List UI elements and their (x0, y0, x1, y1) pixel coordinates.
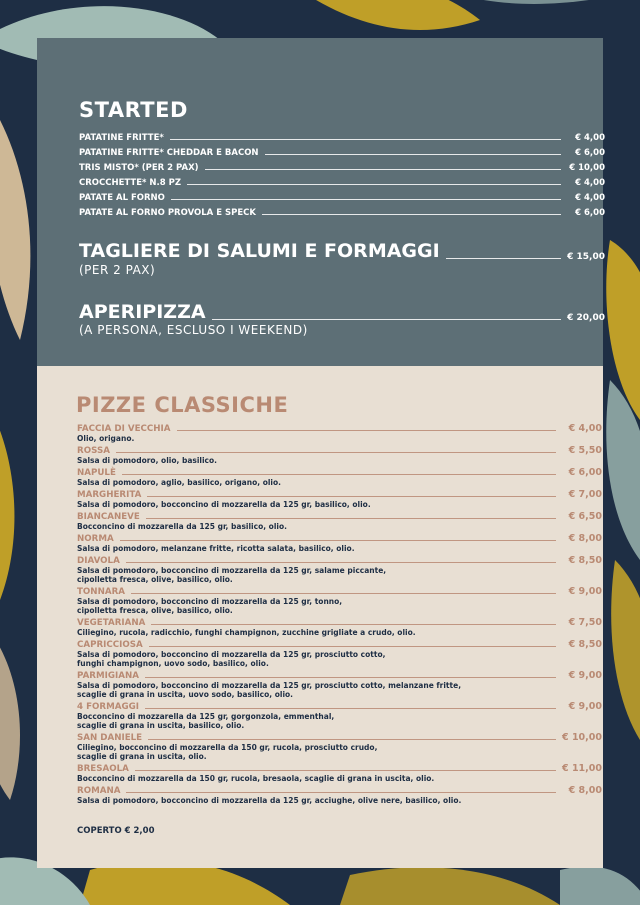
item-price: € 8,00 (568, 533, 602, 544)
item-price: € 11,00 (562, 763, 602, 774)
dotted-leader (126, 562, 556, 563)
item-name: 4 FORMAGGI (77, 702, 139, 712)
dotted-leader (212, 319, 561, 320)
item-description: Ciliegino, rucola, radicchio, funghi champignon, zucchine grigliate a crudo, olio. (77, 628, 416, 637)
list-item (77, 511, 602, 534)
item-price: € 4,00 (575, 193, 605, 203)
section-title-started: STARTED (79, 98, 188, 122)
dotted-leader (147, 496, 556, 497)
dotted-leader (116, 452, 556, 453)
pizza-list (77, 423, 602, 808)
item-name: PATATE AL FORNO PROVOLA E SPECK (79, 208, 256, 218)
list-item (77, 555, 602, 587)
menu-item (79, 148, 605, 158)
item-description: Salsa di pomodoro, bocconcino di mozzarella da 125 gr, prosciutto cotto, funghi champignon, uovo sodo, basilico, olio. (77, 650, 386, 669)
item-price: € 8,00 (568, 785, 602, 796)
list-item (77, 445, 602, 468)
item-price: € 5,50 (568, 445, 602, 456)
item-name: TONNARA (77, 587, 125, 597)
item-note: (A PERSONA, ESCLUSO I WEEKEND) (79, 323, 308, 337)
item-name: ROSSA (77, 446, 110, 456)
item-price: € 7,50 (568, 617, 602, 628)
item-name: TAGLIERE DI SALUMI E FORMAGGI (79, 240, 440, 262)
item-name: CROCCHETTE* N.8 PZ (79, 178, 182, 188)
item-name: CAPRICCIOSA (77, 640, 143, 650)
item-name: TRIS MISTO* (PER 2 PAX) (79, 163, 199, 173)
menu-item (79, 208, 605, 218)
item-name: MARGHERITA (77, 490, 142, 500)
dotted-leader (148, 739, 556, 740)
list-item (77, 423, 602, 446)
item-name: DIAVOLA (77, 556, 120, 566)
item-price: € 8,50 (568, 555, 602, 566)
list-item (77, 732, 602, 764)
list-item (77, 489, 602, 512)
item-price: € 9,00 (568, 670, 602, 681)
dotted-leader (205, 169, 561, 170)
dotted-leader (135, 770, 556, 771)
item-name: PATATINE FRITTE* CHEDDAR E BACON (79, 148, 259, 158)
starters-panel (37, 38, 603, 366)
item-description: Salsa di pomodoro, aglio, basilico, origano, olio. (77, 478, 281, 487)
item-price: € 9,00 (568, 586, 602, 597)
menu-item (79, 178, 605, 188)
dotted-leader (262, 214, 561, 215)
item-name: BRESAOLA (77, 764, 129, 774)
cover-charge: COPERTO € 2,00 (77, 826, 155, 836)
list-item (77, 639, 602, 671)
item-price: € 4,00 (568, 423, 602, 434)
menu-item (79, 133, 605, 143)
item-name: ROMANA (77, 786, 121, 796)
item-description: Bocconcino di mozzarella da 125 gr, basilico, olio. (77, 522, 287, 531)
item-price: € 9,00 (568, 701, 602, 712)
dotted-leader (120, 540, 556, 541)
item-price: € 20,00 (567, 313, 605, 323)
item-price: € 10,00 (569, 163, 605, 173)
list-item (77, 763, 602, 786)
list-item (77, 586, 602, 618)
dotted-leader (170, 139, 561, 140)
item-price: € 15,00 (567, 252, 605, 262)
item-price: € 10,00 (562, 732, 602, 743)
dotted-leader (126, 792, 556, 793)
tagliere-item (79, 240, 605, 262)
menu-item (79, 193, 605, 203)
list-item (77, 467, 602, 490)
item-description: Salsa di pomodoro, bocconcino di mozzarella da 125 gr, salame piccante, cipolletta fresca, olive, basilico, olio. (77, 566, 387, 585)
dotted-leader (122, 474, 556, 475)
list-item (77, 785, 602, 808)
dotted-leader (151, 624, 556, 625)
item-price: € 4,00 (575, 178, 605, 188)
dotted-leader (446, 258, 561, 259)
dotted-leader (265, 154, 561, 155)
item-price: € 8,50 (568, 639, 602, 650)
aperipizza-item (79, 301, 605, 323)
section-title-pizze: PIZZE CLASSICHE (76, 393, 289, 417)
item-description: Salsa di pomodoro, bocconcino di mozzarella da 125 gr, basilico, olio. (77, 500, 371, 509)
pizze-panel (37, 366, 603, 868)
item-description: Salsa di pomodoro, olio, basilico. (77, 456, 218, 465)
item-price: € 4,00 (575, 133, 605, 143)
item-description: Bocconcino di mozzarella da 125 gr, gorgonzola, emmenthal, scaglie di grana in uscita, basilico, olio. (77, 712, 335, 731)
item-name: APERIPIZZA (79, 301, 206, 323)
dotted-leader (131, 593, 556, 594)
item-name: FACCIA DI VECCHIA (77, 424, 171, 434)
item-name: NAPULÈ (77, 468, 116, 478)
list-item (77, 701, 602, 733)
dotted-leader (149, 646, 556, 647)
item-description: Salsa di pomodoro, melanzane fritte, ricotta salata, basilico, olio. (77, 544, 355, 553)
list-item (77, 533, 602, 556)
item-price: € 6,00 (575, 208, 605, 218)
item-name: PARMIGIANA (77, 671, 139, 681)
item-price: € 7,00 (568, 489, 602, 500)
menu-item (79, 163, 605, 173)
item-price: € 6,50 (568, 511, 602, 522)
item-price: € 6,00 (575, 148, 605, 158)
item-description: Olio, origano. (77, 434, 135, 443)
item-note: (PER 2 PAX) (79, 263, 156, 277)
item-name: VEGETARIANA (77, 618, 146, 628)
item-description: Ciliegino, bocconcino di mozzarella da 150 gr, rucola, prosciutto crudo, scaglie di grana in uscita, olio. (77, 743, 378, 762)
item-name: SAN DANIELE (77, 733, 143, 743)
item-name: PATATE AL FORNO (79, 193, 165, 203)
list-item (77, 670, 602, 702)
item-name: BIANCANEVE (77, 512, 140, 522)
item-name: NORMA (77, 534, 114, 544)
dotted-leader (177, 430, 557, 431)
dotted-leader (187, 184, 561, 185)
list-item (77, 617, 602, 640)
item-description: Salsa di pomodoro, bocconcino di mozzarella da 125 gr, prosciutto cotto, melanzane fritte, scaglie di grana in uscita, uovo sodo, basilico, olio. (77, 681, 462, 700)
dotted-leader (171, 199, 561, 200)
dotted-leader (145, 677, 556, 678)
dotted-leader (145, 708, 556, 709)
item-description: Bocconcino di mozzarella da 150 gr, rucola, bresaola, scaglie di grana in uscita, olio. (77, 774, 435, 783)
item-name: PATATINE FRITTE* (79, 133, 164, 143)
item-price: € 6,00 (568, 467, 602, 478)
item-description: Salsa di pomodoro, bocconcino di mozzarella da 125 gr, acciughe, olive nere, basilico, olio. (77, 796, 462, 805)
dotted-leader (146, 518, 556, 519)
item-description: Salsa di pomodoro, bocconcino di mozzarella da 125 gr, tonno, cipolletta fresca, olive, basilico, olio. (77, 597, 343, 616)
